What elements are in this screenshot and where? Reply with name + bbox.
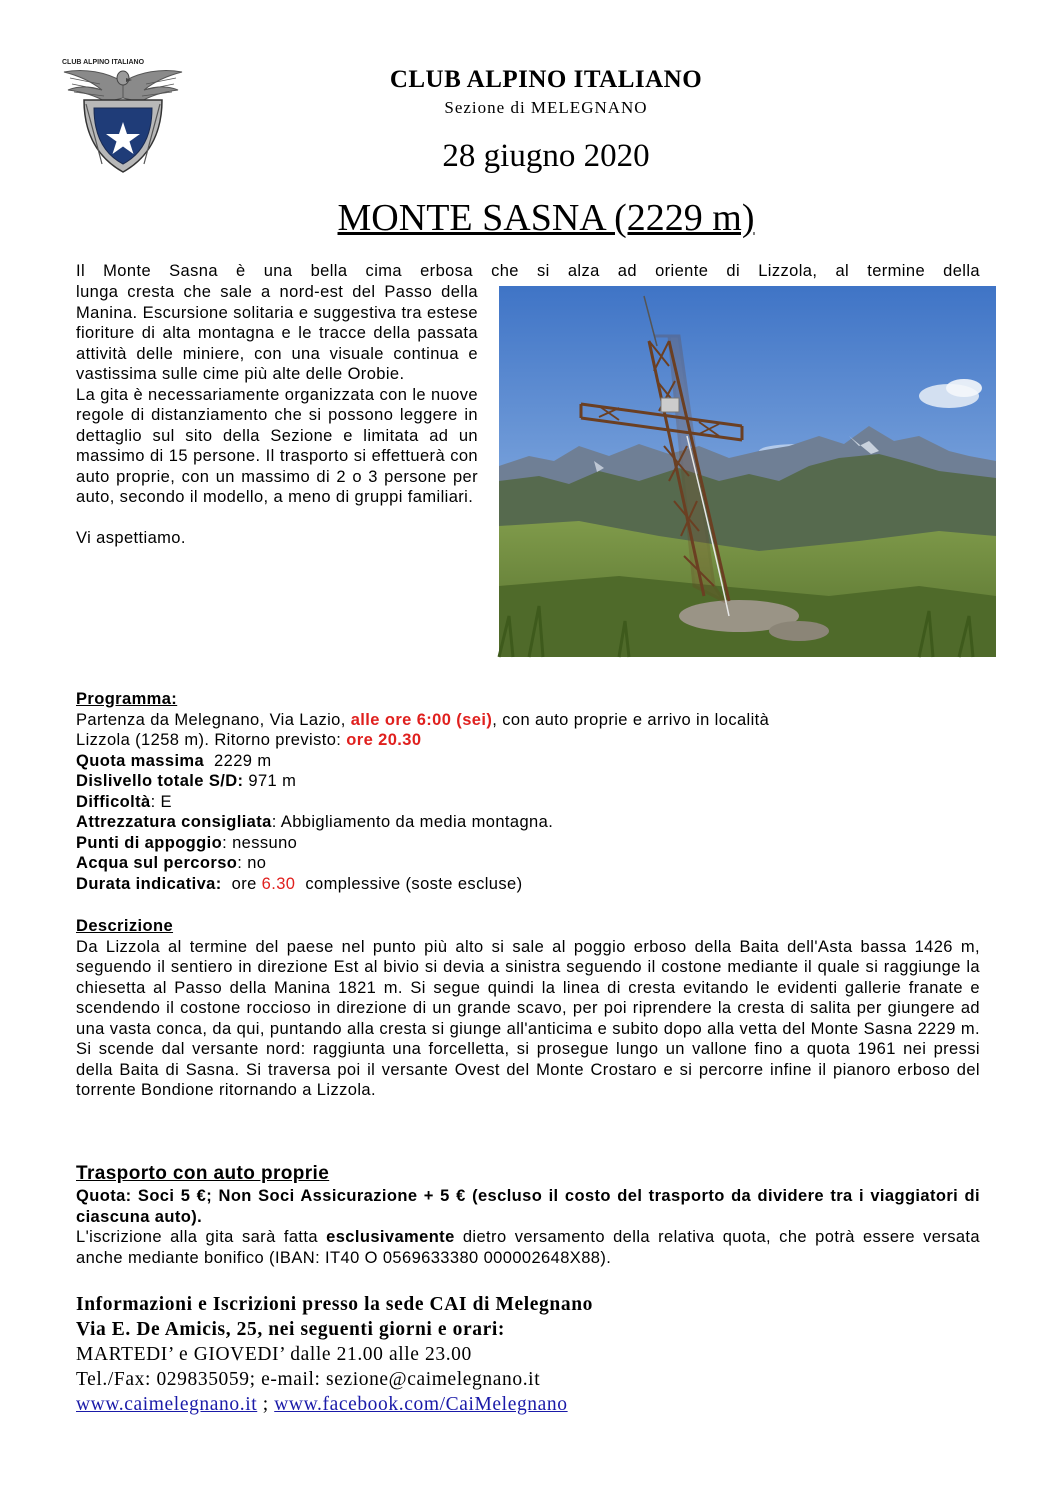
facebook-link[interactable]: www.facebook.com/CaiMelegnano [274, 1394, 568, 1415]
contacts-info: Informazioni e Iscrizioni presso la sede CAI di Melegnano [76, 1294, 593, 1315]
appoggio-label: Punti di appoggio [76, 833, 223, 852]
summit-cross-photo [499, 286, 996, 657]
return-time: ore 20.30 [346, 731, 422, 749]
org-section: Sezione di MELEGNANO [444, 98, 648, 117]
quota-massima [76, 751, 980, 772]
attrezzatura-label: Attrezzatura consigliata [76, 813, 272, 831]
difficolta [76, 792, 980, 813]
programma-return [76, 730, 980, 751]
difficolta-label: Difficoltà [76, 792, 151, 811]
descrizione-text: Da Lizzola al termine del paese nel punto più alto si sale al poggio erboso della Baita dell'Asta bassa 1426 m, seguendo il sentiero in direzione Est al bivio si devia a sinistra seguendo il costone mediante il quale si raggiunge la chiesetta al Passo della Manina 1821 m. Si segue quindi la linea di cresta evitando le evidenti gallerie franate e scendendo il costone roccioso in direzione di un grande scavo, per poi riprendere la cresta di salita per giungere ad una vasta conca, da qui, puntando alla cresta si giunge all'anticima e subito dopo alla vetta del Monte Sasna 2229 m. Si scende dal versante nord: raggiunta una forcelletta, si prosegue lungo un vallone fino a quota 1961 nei pressi della Baita di Sasna. Si traversa poi il versante Ovest del Monte Crostaro e si percorre infine il pianoro erboso del torrente Bondione ritornando a Lizzola. [76, 937, 980, 1099]
page-title: MONTE SASNA (2229 m) [337, 197, 755, 239]
attrezzatura [76, 812, 980, 833]
dislivello-value: 971 m [243, 772, 297, 790]
appoggio-value: : nessuno [222, 833, 298, 852]
dislivello-label: Dislivello totale S/D: [76, 772, 244, 790]
descrizione-section [76, 916, 980, 1101]
durata-label: Durata indicativa: [76, 874, 222, 893]
intro-column [76, 282, 478, 549]
durata [76, 874, 980, 895]
intro-paragraph-1: lunga cresta che sale a nord-est del Passo della Manina. Escursione solitaria e suggestiva tra estese fioriture di alta montagna e le tracce della passata attività delle miniere, con una visuale continua e vastissima sulle cime più alte delle Orobie. [76, 283, 478, 383]
links-separator: ; [257, 1394, 275, 1415]
difficolta-value: : E [150, 792, 172, 811]
return-text: Lizzola (1258 m). Ritorno previsto: [76, 731, 347, 749]
departure-text: Partenza da Melegnano, Via Lazio, [76, 710, 351, 729]
departure-time: alle ore 6:00 (sei) [350, 710, 493, 729]
descrizione-heading: Descrizione [76, 917, 174, 935]
iscrizione-emphasis: esclusivamente [326, 1228, 455, 1246]
programma-departure [76, 710, 980, 731]
intro-paragraph-3: Vi aspettiamo. [76, 529, 186, 547]
contacts-address: Via E. De Amicis, 25, nei seguenti giorni e orari: [76, 1319, 505, 1340]
acqua-value: : no [237, 854, 267, 872]
programma-heading: Programma: [76, 690, 178, 708]
contacts-section [76, 1292, 980, 1417]
event-date: 28 giugno 2020 [442, 138, 650, 174]
trasporto-section [76, 1162, 980, 1268]
departure-text-2: , con auto proprie e arrivo in località [492, 710, 770, 729]
programma-section [76, 689, 980, 894]
logo-text: CLUB ALPINO ITALIANO [62, 59, 145, 66]
contacts-phone-email: Tel./Fax: 029835059; e-mail: sezione@caimelegnano.it [76, 1369, 541, 1390]
intro-line1: Il Monte Sasna è una bella cima erbosa che si alza ad oriente di Lizzola, al termine della [76, 262, 980, 280]
contacts-links [76, 1392, 980, 1417]
attrezzatura-value: : Abbigliamento da media montagna. [271, 813, 554, 831]
trasporto-heading: Trasporto con auto proprie [76, 1163, 330, 1184]
dislivello [76, 771, 980, 792]
iscrizione-text-2: dietro versamento della relativa quota, che potrà essere versata anche mediante bonifico (IBAN: IT40 O 0569633380 000002648X88). [76, 1228, 980, 1267]
trasporto-quota: Quota: Soci 5 €; Non Soci Assicurazione + 5 € (escluso il costo del trasporto da dividere tra i viaggiatori di ciascuna auto). [76, 1187, 980, 1226]
contacts-hours: MARTEDI’ e GIOVEDI’ dalle 21.00 alle 23.00 [76, 1344, 472, 1365]
website-link[interactable]: www.caimelegnano.it [76, 1394, 258, 1415]
trasporto-iscrizione [76, 1227, 980, 1268]
durata-hours: 6.30 [261, 874, 296, 893]
acqua-label: Acqua sul percorso [76, 854, 238, 872]
durata-text: ore [221, 874, 262, 893]
intro-paragraph-2: La gita è necessariamente organizzata con le nuove regole di distanziamento che si possono leggere in dettaglio sul sito della Sezione e limitata ad un massimo di 15 persone. Il trasporto si effettuerà con auto proprie, con un massimo di 2 o 3 persone per auto, secondo il modello, a meno di gruppi familiari. [76, 385, 478, 506]
acqua [76, 853, 980, 874]
quota-value: 2229 m [204, 751, 272, 770]
org-name: CLUB ALPINO ITALIANO [389, 66, 703, 93]
iscrizione-text: L'iscrizione alla gita sarà fatta [76, 1228, 327, 1246]
quota-label: Quota massima [76, 751, 205, 770]
punti-appoggio [76, 833, 980, 854]
durata-text-2: complessive (soste escluse) [295, 874, 523, 893]
